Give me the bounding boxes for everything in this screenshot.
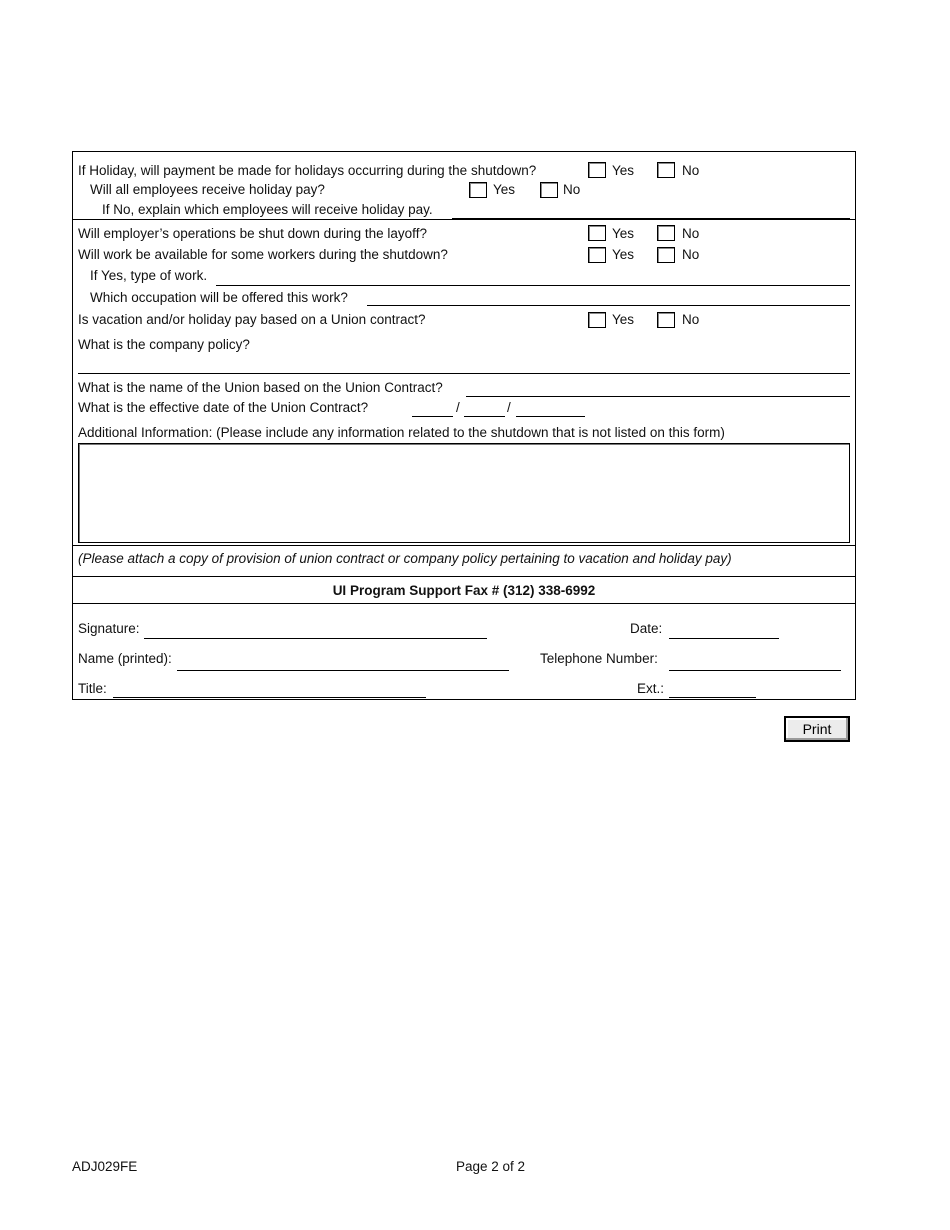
telephone-field[interactable] [669, 670, 841, 671]
company-policy-field[interactable] [78, 373, 850, 374]
union-contract-no-label: No [682, 312, 700, 327]
holiday-payment-yes-checkbox[interactable] [588, 162, 606, 178]
question-explain-holiday-pay: If No, explain which employees will receive holiday pay. [102, 202, 433, 217]
name-printed-field[interactable] [177, 670, 509, 671]
operations-shut-yes-label: Yes [612, 226, 635, 241]
divider [72, 219, 856, 220]
effective-date-day-field[interactable] [464, 416, 505, 417]
signature-field[interactable] [144, 638, 487, 639]
union-contract-yes-label: Yes [612, 312, 635, 327]
divider [72, 545, 856, 546]
date-separator: / [507, 400, 511, 415]
question-company-policy: What is the company policy? [78, 337, 250, 352]
question-work-available: Will work be available for some workers during the shutdown? [78, 247, 448, 262]
page-number: Page 2 of 2 [456, 1159, 526, 1174]
all-employees-no-checkbox[interactable] [540, 182, 558, 198]
all-employees-yes-label: Yes [493, 182, 516, 197]
divider [72, 603, 856, 604]
date-label: Date: [630, 621, 663, 636]
form-id: ADJ029FE [72, 1159, 138, 1174]
operations-shut-yes-checkbox[interactable] [588, 225, 606, 241]
all-employees-yes-checkbox[interactable] [469, 182, 487, 198]
question-type-of-work: If Yes, type of work. [90, 268, 208, 283]
holiday-payment-no-checkbox[interactable] [657, 162, 675, 178]
question-operations-shut-down: Will employer’s operations be shut down during the layoff? [78, 226, 427, 241]
additional-info-label: Additional Information: (Please include any information related to the shutdown that is not listed on this form) [78, 425, 725, 440]
ext-field[interactable] [669, 697, 756, 698]
effective-date-year-field[interactable] [516, 416, 585, 417]
date-field[interactable] [669, 638, 779, 639]
divider [72, 576, 856, 577]
telephone-label: Telephone Number: [540, 651, 658, 666]
work-available-yes-checkbox[interactable] [588, 247, 606, 263]
union-name-field[interactable] [466, 396, 850, 397]
additional-info-textarea[interactable] [78, 443, 850, 543]
print-button[interactable]: Print [784, 716, 850, 742]
title-field[interactable] [113, 697, 426, 698]
operations-shut-no-label: No [682, 226, 700, 241]
question-all-employees-holiday-pay: Will all employees receive holiday pay? [90, 182, 325, 197]
effective-date-month-field[interactable] [412, 416, 453, 417]
attach-note: (Please attach a copy of provision of union contract or company policy pertaining to vacation and holiday pay) [78, 551, 732, 566]
work-available-yes-label: Yes [612, 247, 635, 262]
ext-label: Ext.: [637, 681, 665, 696]
work-available-no-label: No [682, 247, 700, 262]
title-label: Title: [78, 681, 107, 696]
date-separator: / [456, 400, 460, 415]
union-contract-yes-checkbox[interactable] [588, 312, 606, 328]
question-union-contract: Is vacation and/or holiday pay based on a Union contract? [78, 312, 426, 327]
signature-label: Signature: [78, 621, 140, 636]
question-holiday-payment: If Holiday, will payment be made for holidays occurring during the shutdown? [78, 163, 537, 178]
operations-shut-no-checkbox[interactable] [657, 225, 675, 241]
question-union-name: What is the name of the Union based on the Union Contract? [78, 380, 443, 395]
name-printed-label: Name (printed): [78, 651, 172, 666]
union-contract-no-checkbox[interactable] [657, 312, 675, 328]
holiday-payment-no-label: No [682, 163, 700, 178]
occupation-offered-field[interactable] [367, 305, 850, 306]
question-effective-date: What is the effective date of the Union Contract? [78, 400, 369, 415]
type-of-work-field[interactable] [216, 285, 850, 286]
question-occupation-offered: Which occupation will be offered this work? [90, 290, 348, 305]
fax-number: UI Program Support Fax # (312) 338-6992 [332, 583, 596, 598]
holiday-payment-yes-label: Yes [612, 163, 635, 178]
work-available-no-checkbox[interactable] [657, 247, 675, 263]
all-employees-no-label: No [563, 182, 581, 197]
